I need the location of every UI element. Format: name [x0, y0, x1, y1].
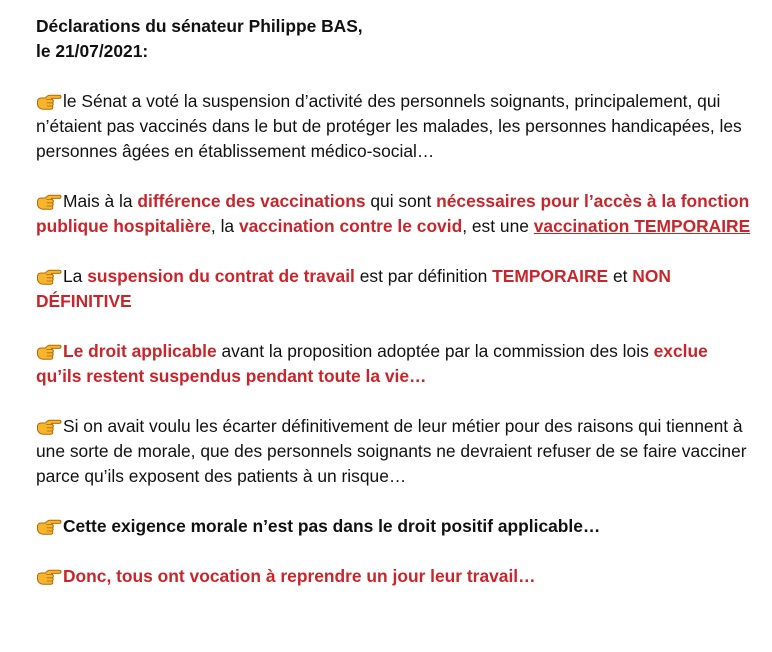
backhand-index-pointing-right-icon: [36, 268, 62, 285]
paragraph-2-emphasis-1: différence des vaccinations: [137, 191, 366, 211]
paragraph-5-text: Si on avait voulu les écarter définitivement de leur métier pour des raisons qui tiennent à une sorte de morale, que des personnels soignants ne devraient refuser de se faire vacciner parce qu’ils exposent des patients à un risque…: [36, 416, 747, 486]
paragraph-5: [36, 414, 754, 489]
paragraph-2-text-1: Mais à la: [63, 191, 138, 211]
paragraph-2-emphasis-underlined: vaccination TEMPORAIRE: [533, 216, 751, 236]
paragraph-6: [36, 514, 754, 539]
paragraph-3-text-3: et: [608, 266, 633, 286]
paragraph-1: [36, 89, 754, 164]
paragraph-7: [36, 564, 754, 589]
backhand-index-pointing-right-icon: [36, 418, 62, 435]
paragraph-2-emphasis-2: nécessaires pour l’accès à la fonction publique hospitalière: [36, 191, 750, 236]
title-line-1: Déclarations du sénateur Philippe BAS,: [36, 16, 363, 36]
document-body: [36, 14, 754, 589]
paragraph-3-text-2: est par définition: [354, 266, 493, 286]
paragraph-3-emphasis-3: NON DÉFINITIVE: [36, 266, 671, 311]
backhand-index-pointing-right-icon: [36, 568, 62, 585]
backhand-index-pointing-right-icon: [36, 518, 62, 535]
paragraph-4-text-1: avant la proposition adoptée par la commission des lois: [216, 341, 654, 361]
paragraph-2-emphasis-3: vaccination contre le covid: [238, 216, 463, 236]
paragraph-2-text-2: qui sont: [365, 191, 437, 211]
paragraph-3-emphasis-1: suspension du contrat de travail: [87, 266, 355, 286]
paragraph-6-bold-text: Cette exigence morale n’est pas dans le droit positif applicable…: [63, 516, 601, 536]
paragraph-2-text-4: , est une: [462, 216, 534, 236]
backhand-index-pointing-right-icon: [36, 343, 62, 360]
paragraph-4: [36, 339, 754, 389]
paragraph-3: [36, 264, 754, 314]
paragraph-2-text-3: , la: [210, 216, 239, 236]
paragraph-1-text: le Sénat a voté la suspension d’activité des personnels soignants, principalement, qui n’étaient pas vaccinés dans le but de protéger les malades, les personnes handicapées, les personnes âgées en établissement médico-social…: [36, 91, 742, 161]
backhand-index-pointing-right-icon: [36, 93, 62, 110]
paragraph-4-emphasis-2: exclue qu’ils restent suspendus pendant toute la vie…: [36, 341, 708, 386]
paragraph-3-text-1: La: [63, 266, 88, 286]
backhand-index-pointing-right-icon: [36, 193, 62, 210]
paragraph-4-emphasis-1: Le droit applicable: [63, 341, 217, 361]
paragraph-7-emphasis: Donc, tous ont vocation à reprendre un jour leur travail…: [63, 566, 536, 586]
paragraph-3-emphasis-2: TEMPORAIRE: [492, 266, 609, 286]
title-line-2: le 21/07/2021:: [36, 41, 149, 61]
paragraph-2: [36, 189, 754, 239]
